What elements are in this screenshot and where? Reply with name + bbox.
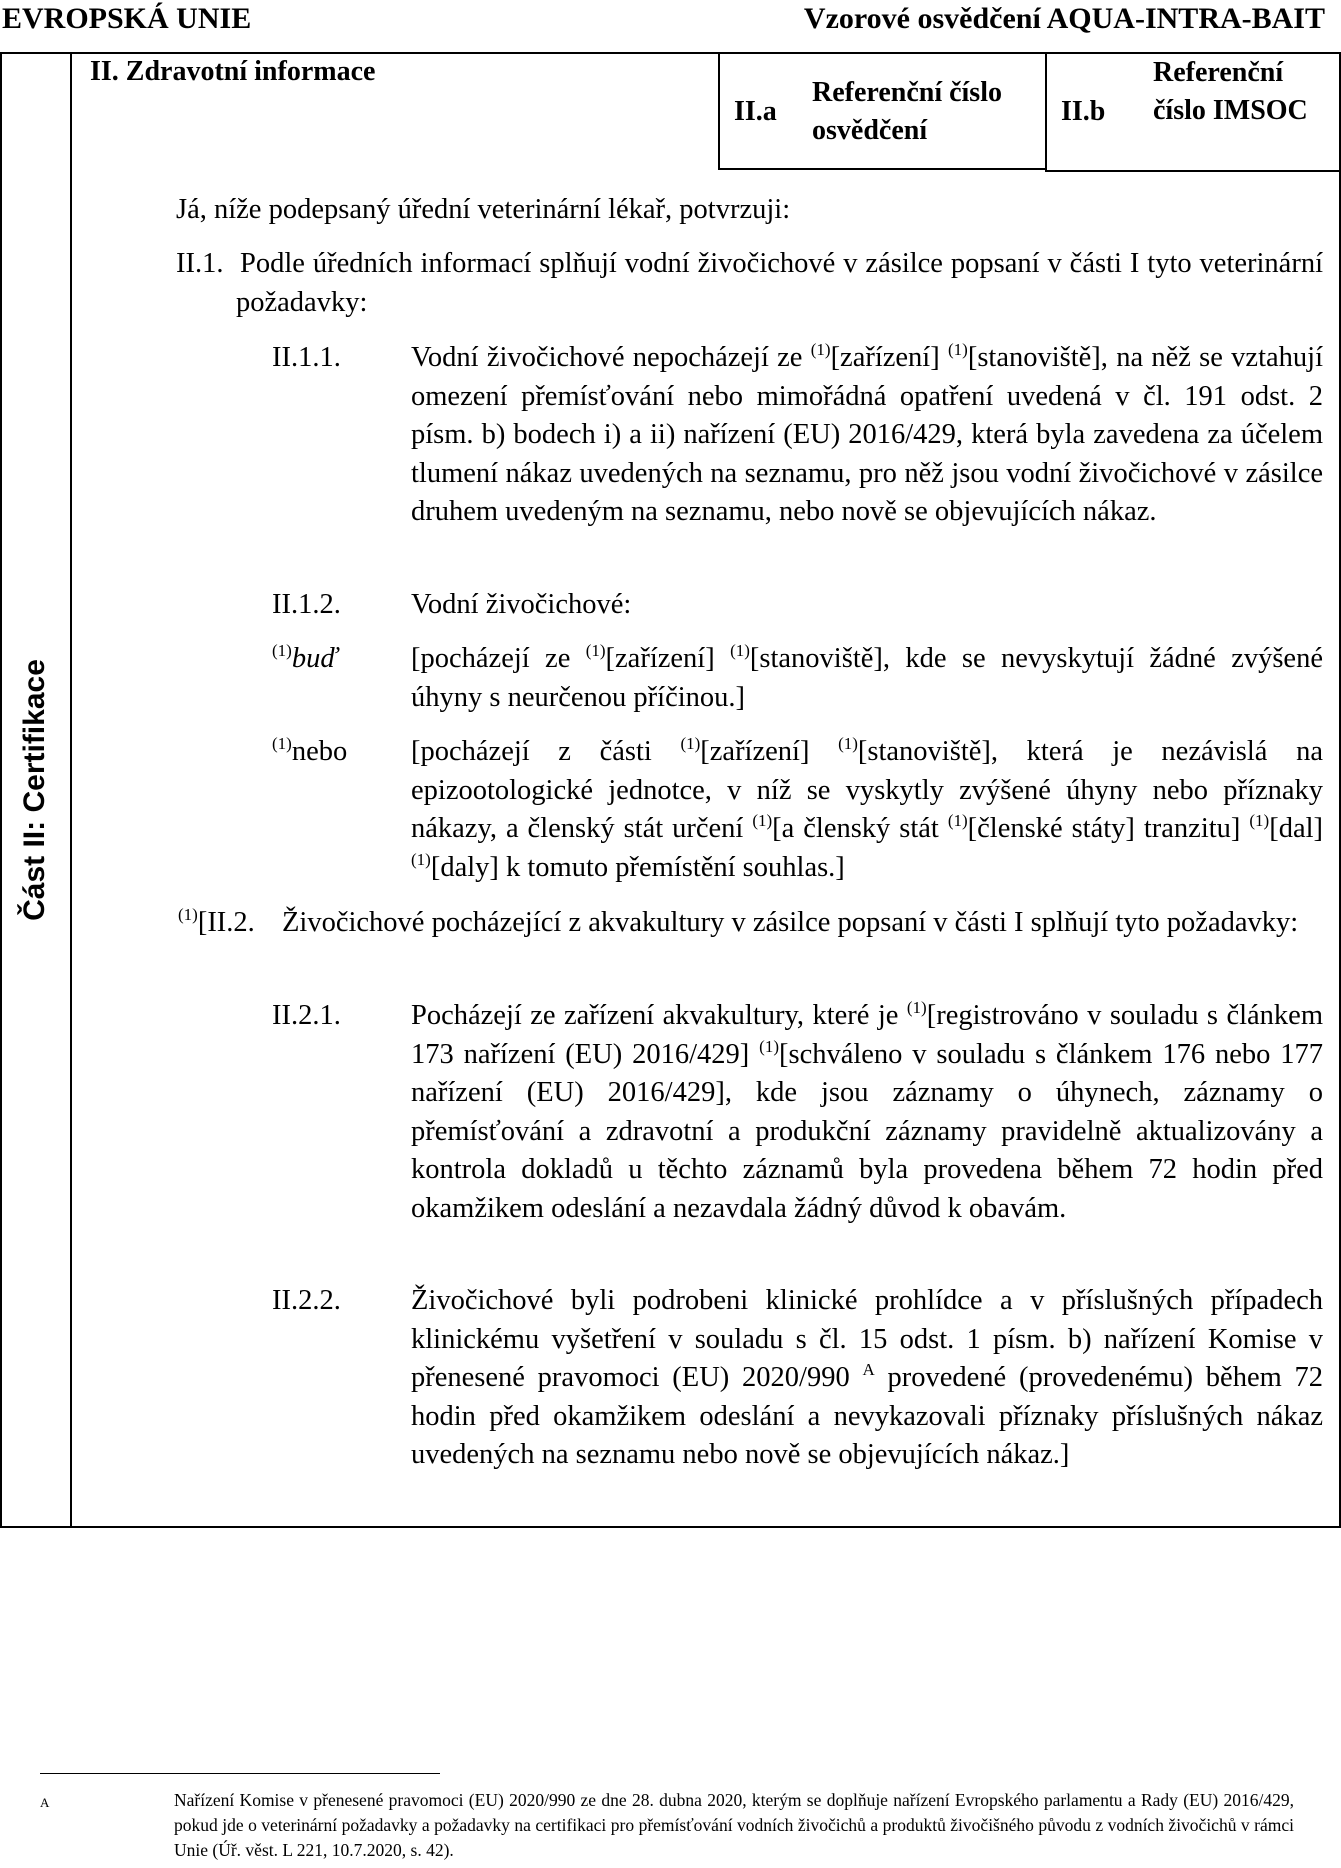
ref-b-label: Referenční číslo IMSOC bbox=[1153, 57, 1308, 126]
footnote-ref-1: (1) bbox=[272, 734, 292, 753]
ref-box-imsoc bbox=[1045, 52, 1341, 172]
footnote-ref-1: (1) bbox=[178, 905, 198, 924]
footnote-ref-1: (1) bbox=[1249, 811, 1270, 830]
ref-a-code: II.a bbox=[734, 96, 777, 127]
footnote-ref-1: (1) bbox=[585, 641, 606, 660]
option-bud-text: [pocházejí ze $^{(1)}$[zařízení] $^{(1)}$[stanoviště], kde se nevyskytují žádné zvýšené úhyny s neurčenou příčinou.] bbox=[411, 641, 1323, 713]
ii11-text: Vodní živočichové nepocházejí ze $^{(1)}$[zařízení] $^{(1)}$[stanoviště], na něž se vztahují omezení přemísťování nebo mimořádná opatření uvedená v čl. 191 odst. 2 písm. b) bodech i) a ii) nařízení (EU) 2016/429, která byla zavedena za účelem tlumení nákaz uvedených na seznamu, pro něž jsou vodní živočichové v zásilce druhem uvedeným na seznamu, nebo nově se objevujících nákaz. bbox=[411, 340, 1323, 527]
footnote-ref-1: (1) bbox=[838, 734, 858, 753]
ref-b-code: II.b bbox=[1061, 96, 1106, 127]
ii21-text: Pocházejí ze zařízení akvakultury, které je $^{(1)}$[registrováno v souladu s článkem 173 nařízení (EU) 2016/429] $^{(1)}$[schváleno v souladu s článkem 176 nebo 177 nařízení (EU) 2016/429], kde jsou záznamy o úhynech, záznamy o přemísťování a zdravotní a produkční záznamy pravidelně aktualizovány a kontrola dokladů u těchto záznamů byla provedena během 72 hodin před okamžikem odeslání a nezavdala žádný důvod k obavám. bbox=[411, 998, 1324, 1224]
section-title: II. Zdravotní informace bbox=[90, 56, 376, 87]
footnote-text: Nařízení Komise v přenesené pravomoci (EU) 2020/990 ze dne 28. dubna 2020, kterým se doplňuje nařízení Evropského parlamentu a Rady (EU) 2016/429, pokud jde o veterinární požadavky a požadavky na certifikaci pro přemísťování vodních živočichů a produktů živočišného původu z vodních živočichů v rámci Unie (Úř. věst. L 221, 10.7.2020, s. 42). bbox=[174, 1790, 1294, 1860]
ii22-text: Živočichové byli podrobeni klinické prohlídce a v příslušných případech klinickému vyšetření v souladu s čl. 15 odst. 1 písm. b) nařízení Komise v přenesené pravomoci (EU) 2020/990 $^A$ provedené (provedenému) během 72 hodin před okamžikem odeslání a nevykazovali příznaky příslušných nákaz uvedených na seznamu nebo nově se objevujících nákaz.] bbox=[411, 1285, 1324, 1470]
ii1-text-content: Podle úředních informací splňují vodní živočichové v zásilce popsaní v části I tyto veterinární požadavky: bbox=[236, 248, 1323, 318]
ref-box-certificate bbox=[718, 52, 1047, 170]
ii21-number: II.2.1. bbox=[272, 1000, 341, 1031]
footnote-ref-1: (1) bbox=[948, 340, 968, 359]
side-column-divider bbox=[70, 52, 72, 1528]
footnote-mark: A bbox=[40, 1795, 50, 1810]
header-certificate-model: Vzorové osvědčení AQUA-INTRA-BAIT bbox=[803, 2, 1325, 35]
header-union: EVROPSKÁ UNIE bbox=[2, 2, 252, 35]
footnote-ref-1: (1) bbox=[680, 734, 701, 753]
footnote-ref-1: (1) bbox=[411, 849, 431, 869]
option-nebo-label: $^{(1)}$nebo bbox=[272, 734, 348, 767]
footnote-separator bbox=[40, 1773, 440, 1774]
option-nebo-text: [pocházejí z části $^{(1)}$[zařízení] $^{(1)}$[stanoviště], která je nezávislá na epizootologické jednotce, v níž se vyskytly zvýšené úhyny nebo příznaky nákazy, a členský stát určení $^{(1)}$[a členský stát $^{(1)}$[členské státy] tranzitu] $^{(1)}$[dal] $^{(1)}$[daly] k tomuto přemístění souhlas.] bbox=[411, 734, 1324, 883]
option-bud-label: $^{(1)}$buď bbox=[272, 641, 338, 674]
intro-statement: Já, níže podepsaný úřední veterinární lékař, potvrzuji: bbox=[176, 194, 791, 225]
ii22-number: II.2.2. bbox=[272, 1285, 341, 1316]
ii1-number: II.1. bbox=[176, 248, 224, 279]
ii2-text: Živočichové pocházející z akvakultury v zásilce popsaní v části I splňují tyto požadavky: bbox=[282, 907, 1299, 938]
footnote-ref-1: (1) bbox=[730, 641, 750, 660]
footnote-ref-1: (1) bbox=[906, 998, 927, 1017]
footnote-ref-1: (1) bbox=[752, 811, 773, 830]
ii1-text bbox=[236, 245, 1323, 322]
footnote-ref-1: (1) bbox=[272, 641, 292, 660]
footnote-ref-a: A bbox=[862, 1360, 875, 1379]
ii2-number: $^{(1)}$[II.2. bbox=[178, 905, 255, 938]
footnote-ref-1: (1) bbox=[759, 1036, 779, 1056]
footnote-ref-1: (1) bbox=[947, 811, 968, 830]
footnote-ref-1: (1) bbox=[810, 340, 831, 359]
ii12-text: Vodní živočichové: bbox=[411, 589, 632, 620]
ii11-number: II.1.1. bbox=[272, 342, 341, 373]
ii12-number: II.1.2. bbox=[272, 589, 341, 620]
side-label-certification: Část II: Certifikace bbox=[18, 659, 51, 921]
ref-a-label: Referenční číslo osvědčení bbox=[812, 77, 1002, 146]
